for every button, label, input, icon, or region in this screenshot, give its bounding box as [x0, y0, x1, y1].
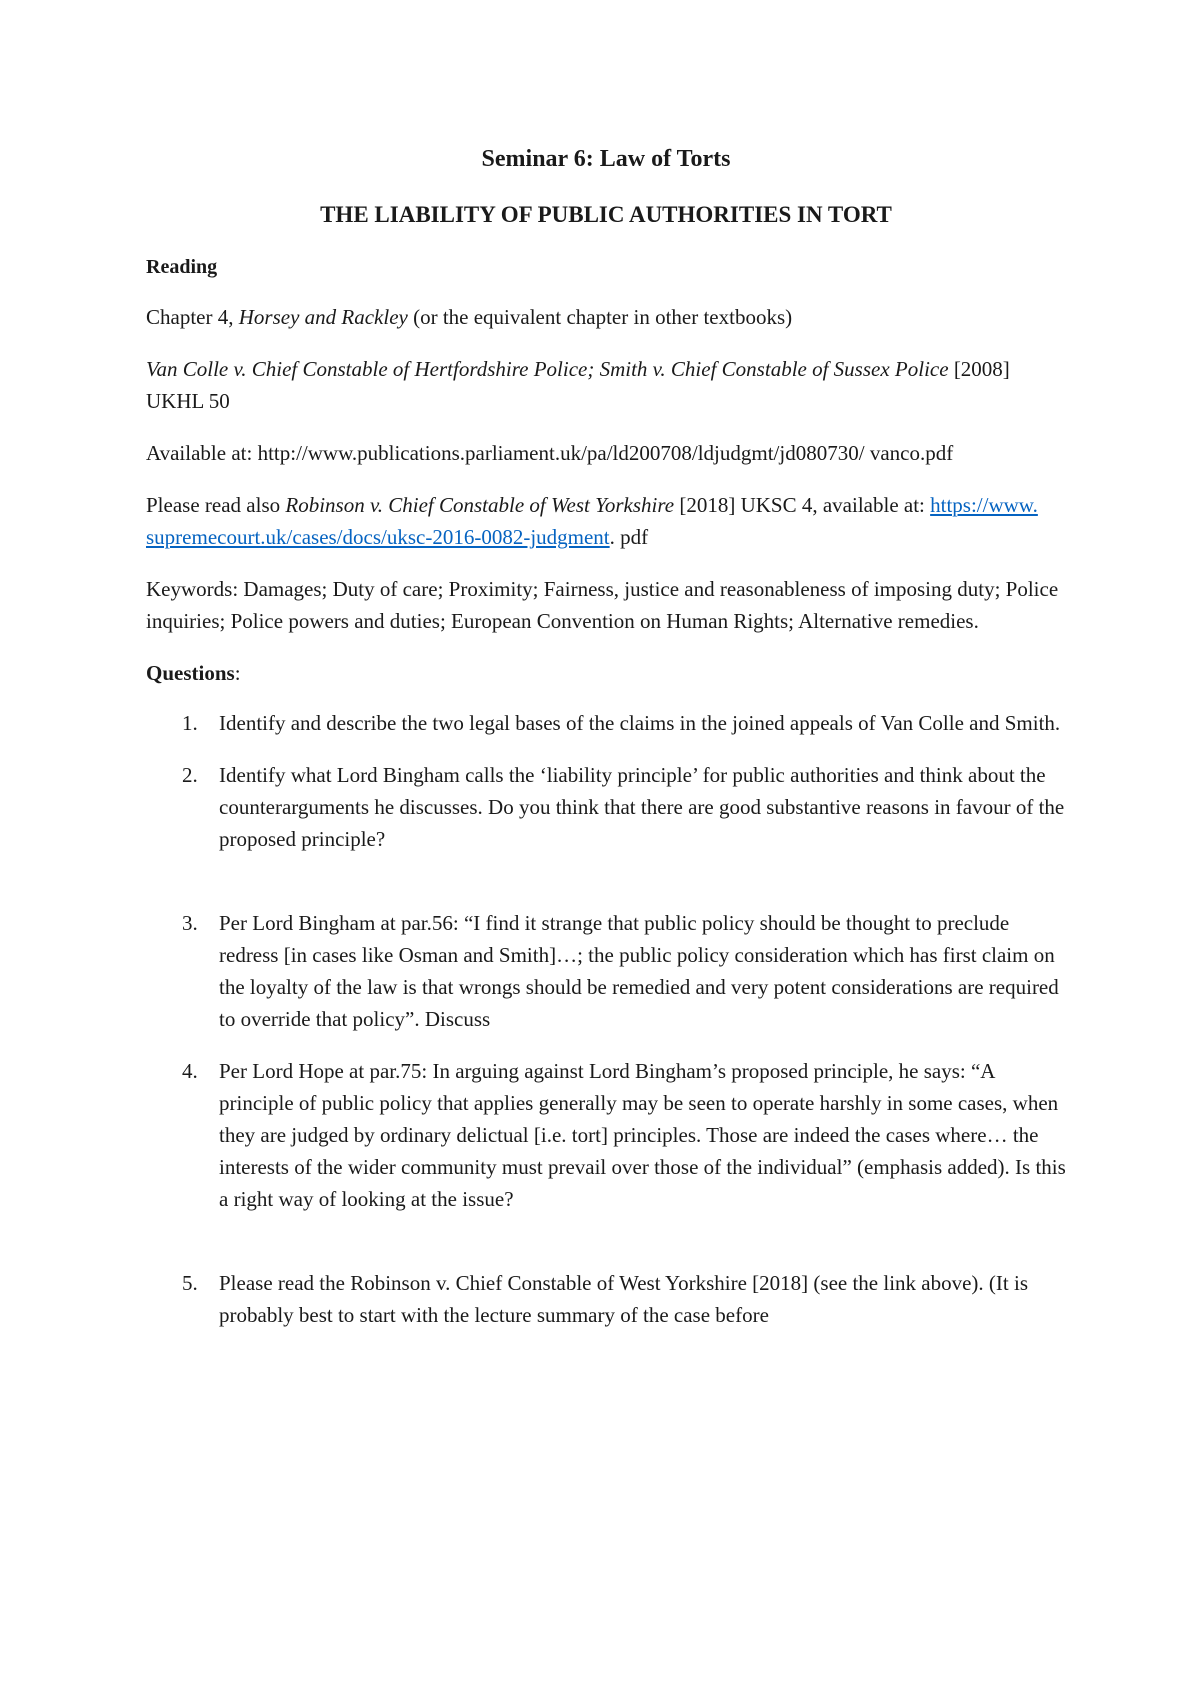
- question-number: 1.: [182, 711, 198, 735]
- reading-also-suffix: [2018] UKSC 4, available at:: [674, 493, 931, 517]
- question-text: Identify and describe the two legal bases of the claims in the joined appeals of Van Colle and Smith.: [219, 711, 1061, 735]
- question-text: Per Lord Hope at par.75: In arguing against Lord Bingham’s proposed principle, he says: “A principle of public policy that applies generally may be seen to operate harshly in some cases, when they are judged by ordinary delictual [i.e. tort] principles. Those are indeed the cases where… the interests of the wider community must prevail over those of the individual” (emphasis added). Is this a right way of looking at the issue?: [219, 1059, 1066, 1211]
- keywords-paragraph: Keywords: Damages; Duty of care; Proximity; Fairness, justice and reasonableness of imposing duty; Police inquiries; Police powers and duties; European Convention on Human Rights; Alternative remedies.: [146, 577, 1059, 633]
- reading-chapter-book: Horsey and Rackley: [238, 305, 408, 329]
- questions-list: [146, 707, 1066, 1331]
- reading-also-case: Robinson v. Chief Constable of West Yorkshire: [285, 493, 675, 517]
- reading-also-prefix: Please read also: [146, 493, 286, 517]
- question-item: [146, 1267, 1066, 1331]
- question-number: 2.: [182, 763, 198, 787]
- question-text: Identify what Lord Bingham calls the ‘liability principle’ for public authorities and think about the counterarguments he discusses. Do you think that there are good substantive reasons in favour of the proposed principle?: [219, 763, 1065, 851]
- reading-case: [146, 353, 1066, 417]
- question-text: Please read the Robinson v. Chief Constable of West Yorkshire [2018] (see the link above). (It is probably best to start with the lecture summary of the case before: [219, 1271, 1028, 1327]
- reading-also: [146, 489, 1066, 553]
- questions-heading: [146, 657, 1066, 689]
- questions-colon: :: [234, 661, 241, 685]
- page-title: Seminar 6: Law of Torts: [481, 146, 731, 172]
- reading-case-name: Van Colle v. Chief Constable of Hertfordshire Police; Smith v. Chief Constable of Sussex Police: [146, 357, 949, 381]
- document-content: [146, 143, 1066, 1331]
- reading-chapter-suffix: (or the equivalent chapter in other textbooks): [407, 305, 793, 329]
- question-number: 5.: [182, 1271, 198, 1295]
- question-number: 3.: [182, 911, 198, 935]
- question-item: [146, 907, 1066, 1035]
- question-item: [146, 759, 1066, 855]
- supremecourt-link[interactable]: https://www. supremecourt.uk/cases/docs/uksc-2016-0082-judgment: [146, 493, 1038, 549]
- question-item: [146, 1055, 1066, 1215]
- question-number: 4.: [182, 1059, 198, 1083]
- questions-label: Questions: [146, 661, 235, 685]
- reading-chapter-prefix: Chapter 4,: [146, 305, 239, 329]
- question-item: [146, 707, 1066, 739]
- question-text: Per Lord Bingham at par.56: “I find it strange that public policy should be thought to preclude redress [in cases like Osman and Smith]…; the public policy consideration which has first claim on the loyalty of the law is that wrongs should be remedied and very potent considerations are required to override that policy”. Discuss: [219, 911, 1059, 1031]
- page-subtitle: THE LIABILITY OF PUBLIC AUTHORITIES IN TORT: [320, 202, 892, 227]
- reading-case-citation: [2008] UKHL 50: [146, 357, 1010, 413]
- reading-chapter: [146, 301, 1066, 333]
- reading-heading: Reading: [146, 256, 218, 278]
- reading-available-at: Available at: http://www.publications.parliament.uk/pa/ld200708/ldjudgmt/jd080730/ vanco.pdf: [146, 441, 954, 465]
- reading-also-link-suffix: . pdf: [609, 525, 649, 549]
